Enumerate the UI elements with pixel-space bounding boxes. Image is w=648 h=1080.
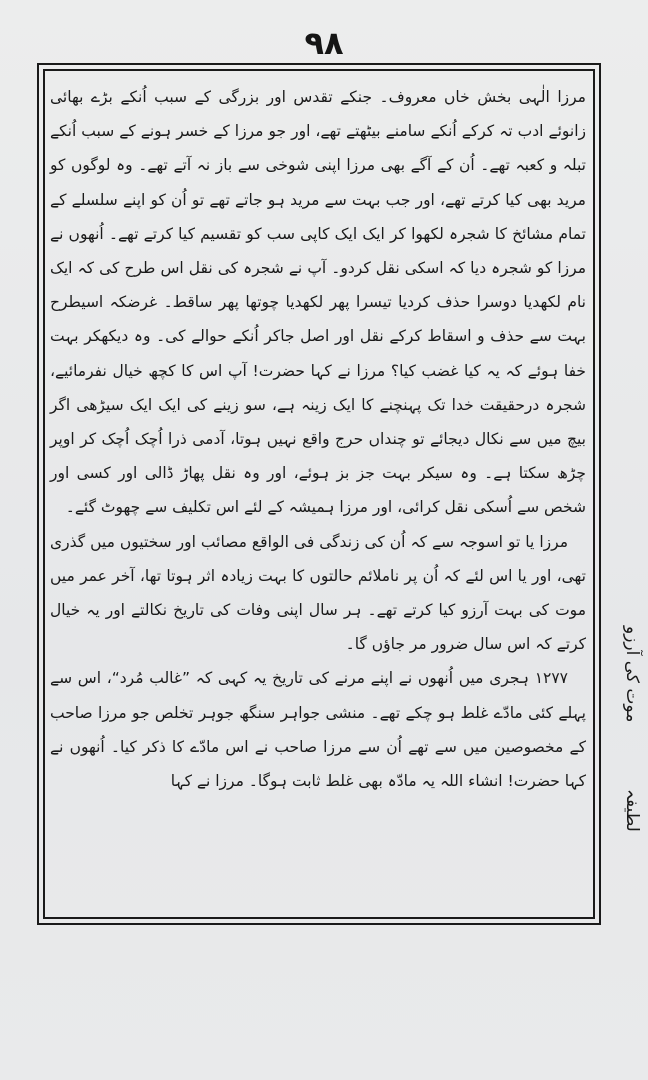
paragraph-1: مرزا الٰہی بخش خاں معروف۔ جنکے تقدس اور بزرگی کے سبب اُنکے بڑے بھائی زانوئے ادب تہ کرکے اُنکے سامنے بیٹھتے تھے، اور جو مرزا کے خسر ہونے کے سبب اُنکے تبلہ و کعبہ تھے۔ اُن کے آگے بھی مرزا اپنی شوخی سے باز نہ آتے تھے۔ وہ لوگوں کو مرید بھی کیا کرتے تھے، اور جب بہت سے مرید ہو جاتے تھے تو اُن کو اپنے سلسلے کے تمام مشائخ کا شجرہ لکھوا کر ایک ایک کاپی سب کو تقسیم کیا کرتے تھے۔ اُنھوں نے مرزا کو شجرہ دیا کہ اسکی نقل کردو۔ آپ نے شجرہ کی نقل اس طرح کی کہ ایک نام لکھدیا دوسرا حذف کردیا تیسرا پھر لکھدیا چوتھا پھر ساقط۔ غرضکہ اسیطرح بہت سے حذف و اسقاط کرکے نقل اور اصل جاکر اُنکے حوالے کی۔ وہ دیکھکر بہت خفا ہوئے کہ یہ کیا غضب کیا؟ مرزا نے کہا حضرت! آپ اس کا کچھ خیال نفرمائیے، شجرہ درحقیقت خدا تک پہنچنے کا ایک زینہ ہے، سو زینے کی ایک ایک سیڑھی اگر بیچ میں سے نکال دیجائے تو چنداں حرج واقع نہیں ہوتا، آدمی ذرا اُچک اُچک کر اوپر چڑھ سکتا ہے۔ وہ سیکر بہت جز بز ہوئے، اور وہ نقل پھاڑ ڈالی اور کسی اور شخص سے اُسکی نقل کرائی، اور مرزا ہمیشہ کے لئے اس تکلیف سے چھوٹ گئے۔ [50, 88, 586, 517]
body-text [50, 80, 586, 798]
paragraph-3: ۱۲۷۷ ہجری میں اُنھوں نے اپنے مرنے کی تاریخ یہ کہی کہ ”غالب مُرد“، اس سے پہلے کئی مادّے غلط ہو چکے تھے۔ منشی جواہر سنگھ جوہر تخلص جو مرزا صاحب کے مخصوصین میں سے تھے اُن سے مرزا صاحب نے اس مادّے کا ذکر کیا۔ اُنھوں نے کہا حضرت! انشاء اللہ یہ مادّہ بھی غلط ثابت ہوگا۔ مرزا نے کہا [50, 669, 586, 791]
margin-note-anecdote: لطیفہ [622, 789, 642, 832]
paragraph-2: مرزا یا تو اسوجہ سے کہ اُن کی زندگی فی الواقع مصائب اور سختیوں میں گذری تھی، اور یا اس لئے کہ اُن پر ناملائم حالتوں کا بہت زیادہ اثر ہوتا تھا، آخر عمر میں موت کی بہت آرزو کیا کرتے تھے۔ ہر سال اپنی وفات کی تاریخ نکالتے اور یہ خیال کرتے کہ اس سال ضرور مر جاؤں گا۔ [50, 532, 586, 654]
page-number: ۹۸ [304, 24, 344, 62]
margin-note-death-wish: موت کی آرزو [622, 625, 642, 722]
